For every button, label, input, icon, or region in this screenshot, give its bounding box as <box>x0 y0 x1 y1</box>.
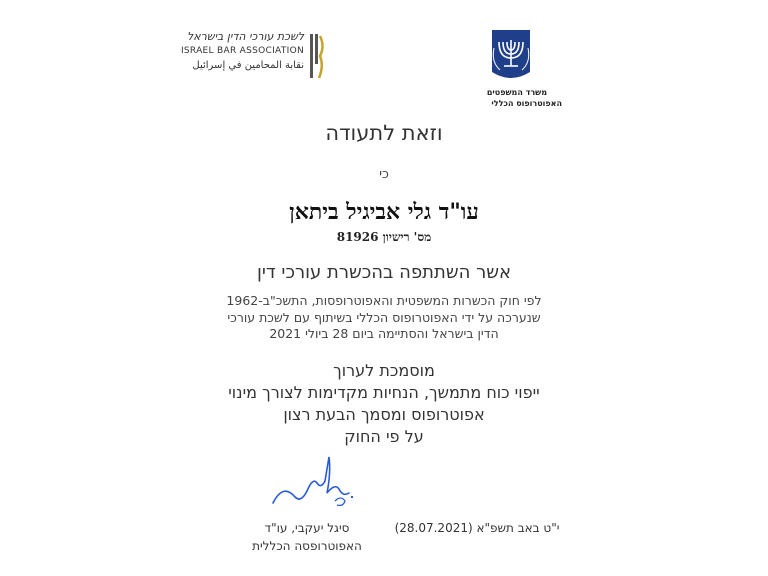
law-line: שנערכה על ידי האפוטרופוס הכללי בשיתוף עם לשכת עורכי <box>227 310 541 325</box>
authorization-line: מוסמכת לערוך <box>333 361 435 380</box>
handwritten-signature <box>265 453 365 509</box>
ministry-department: האפוטרופוס הכללי <box>491 99 562 108</box>
certificate-ki: כי <box>379 167 389 182</box>
ministry-name: משרד המשפטים <box>486 88 547 97</box>
bar-association-emblem-icon <box>308 32 326 80</box>
bar-association-hebrew: לשכת עורכי הדין בישראל <box>186 30 304 43</box>
menorah-emblem-icon <box>488 28 534 82</box>
participation-statement: אשר השתתפה בהכשרת עורכי דין <box>256 262 512 283</box>
authorization-line: אפוטרופוס ומסמך הבעת רצון <box>283 405 485 424</box>
signer-title: האפוטרופסה הכללית <box>252 539 362 553</box>
authorization-line: על פי החוק <box>344 427 424 446</box>
recipient-name: עו"ד גלי אביגיל ביתאן <box>289 199 479 225</box>
authorization-line: ייפוי כוח מתמשך, הנחיות מקדימות לצורך מינוי <box>228 383 540 402</box>
bar-association-english: ISRAEL BAR ASSOCIATION <box>180 46 304 56</box>
certificate-date: י"ט באב תשפ"א (28.07.2021) <box>394 521 560 535</box>
certificate-title: וזאת לתעודה <box>325 121 443 145</box>
license-number: מס' רישיון 81926 <box>336 230 432 244</box>
bar-association-arabic: نقابة المحامين في إسرائيل <box>192 60 304 71</box>
bar-association-logo <box>180 30 326 84</box>
signer-name: סיגל יעקבי, עו"ד <box>264 521 350 535</box>
law-line: הדין בישראל והסתיימה ביום 28 ביולי 2021 <box>269 326 499 341</box>
law-line: לפי חוק הכשרות המשפטית והאפוטרופסות, התשכ"ב-1962 <box>226 293 542 308</box>
